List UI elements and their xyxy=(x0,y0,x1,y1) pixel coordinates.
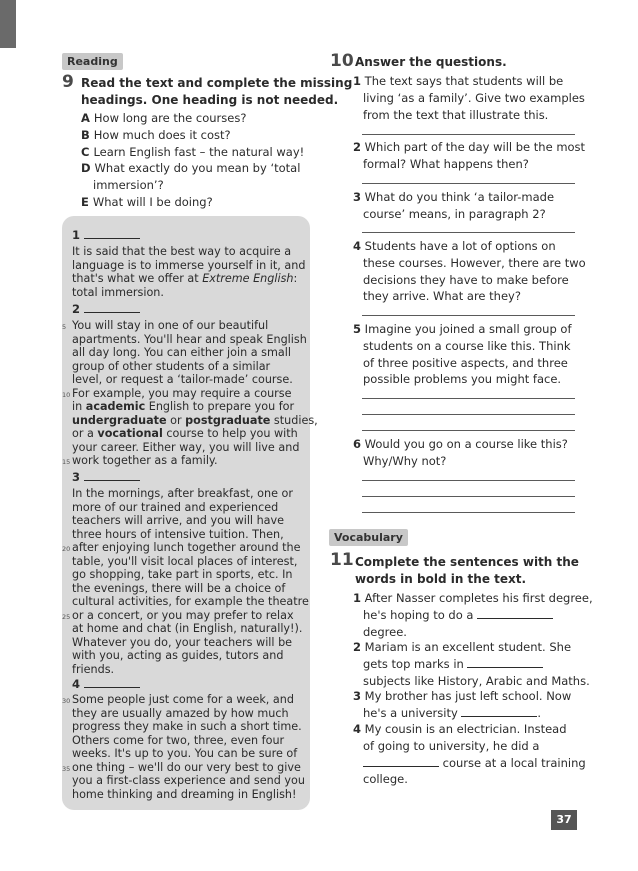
answer-line[interactable] xyxy=(362,512,575,513)
page-number: 37 xyxy=(551,810,577,830)
exercise-10-instructions: Answer the questions. xyxy=(355,55,507,69)
answer-line[interactable] xyxy=(362,134,575,135)
fill-in-blank[interactable] xyxy=(477,608,553,619)
answer-line[interactable] xyxy=(362,414,575,415)
line-number: 5 xyxy=(62,323,67,331)
question-4: 4 Students have a lot of options on these courses. However, there are two decisions they have to make before they arrive. What are they? xyxy=(353,239,586,304)
answer-line[interactable] xyxy=(362,430,575,431)
line-number: 15 xyxy=(62,458,71,466)
answer-line[interactable] xyxy=(362,398,575,399)
exercise-9-instructions: Read the text and complete the missing headings. One heading is not needed. xyxy=(81,76,353,107)
line-number: 10 xyxy=(62,390,71,399)
option-b: B How much does it cost? xyxy=(81,127,231,142)
sentence-4: 4 My cousin is an electrician. Instead of going to university, he did a course at a local training college. xyxy=(353,722,586,787)
paragraph-1: It is said that the best way to acquire a language is to immerse yourself in it, and that's what we offer at Extreme English: total immersion. xyxy=(72,245,306,299)
question-3: 3 What do you think ‘a tailor-made course’ means, in paragraph 2? xyxy=(353,190,555,221)
line-number: 30 xyxy=(62,697,71,705)
answer-line[interactable] xyxy=(362,496,575,497)
heading-answer-line[interactable] xyxy=(84,677,140,688)
option-e: E What will I be doing? xyxy=(81,194,213,209)
answer-line[interactable] xyxy=(362,315,575,316)
question-6: 6 Would you go on a course like this? Why/Why not? xyxy=(353,437,568,468)
heading-blank-4: 4 xyxy=(72,677,140,691)
page-corner-tab xyxy=(0,0,16,48)
question-1: 1 The text says that students will be living ‘as a family’. Give two examples from the text that illustrate this. xyxy=(353,74,585,122)
heading-answer-line[interactable] xyxy=(84,228,140,239)
line-number: 20 xyxy=(62,545,71,553)
option-a: A How long are the courses? xyxy=(81,111,247,125)
sentence-2: 2 Mariam is an excellent student. She gets top marks in subjects like History, Arabic and Maths. xyxy=(353,640,590,688)
paragraph-4: 30 Some people just come for a week, and they are usually amazed by how much progress they make in such a short time. Others come for two, three, even four weeks. It's up to you. You can be sure of 35 one thing – we'll do our very best to give you a first-class experience and send you home thinking and dreaming in English! xyxy=(62,693,305,801)
answer-line[interactable] xyxy=(362,480,575,481)
fill-in-blank[interactable] xyxy=(461,706,537,717)
question-5: 5 Imagine you joined a small group of students on a course like this. Think of three positive aspects, and three possible problems you might face. xyxy=(353,322,572,387)
option-c: C Learn English fast – the natural way! xyxy=(81,144,305,159)
line-number: 25 xyxy=(62,612,71,621)
heading-blank-1: 1 xyxy=(72,228,140,242)
fill-in-blank[interactable] xyxy=(467,657,543,668)
answer-line[interactable] xyxy=(362,232,575,233)
option-d: D What exactly do you mean by ‘total immersion’? xyxy=(81,161,301,193)
reading-section-label: Reading xyxy=(62,53,123,70)
exercise-10-number: 10 xyxy=(330,51,354,71)
heading-blank-2: 2 xyxy=(72,302,140,316)
line-number: 35 xyxy=(62,764,71,773)
heading-blank-3: 3 xyxy=(72,470,140,484)
question-2: 2 Which part of the day will be the most formal? What happens then? xyxy=(353,140,586,171)
exercise-11-instructions: Complete the sentences with the words in bold in the text. xyxy=(355,555,579,586)
heading-options-list xyxy=(81,110,304,211)
heading-answer-line[interactable] xyxy=(84,302,140,313)
sentence-1: 1 After Nasser completes his first degree, he's hoping to do a degree. xyxy=(353,591,593,639)
sentence-3: 3 My brother has just left school. Now he's a university . xyxy=(353,689,572,720)
exercise-9-number: 9 xyxy=(62,72,74,92)
paragraph-2: 5 You will stay in one of our beautiful apartments. You'll hear and speak English all day long. You can either join a small group of other students of a similar level, or request a ‘tailor-made’ course. 10 For example, you may require a course in academic English to prepare you for undergraduate or postgraduate studies, or a vocational course to help you with your career. Either way, you will live and 15 work together as a family. xyxy=(72,319,308,468)
exercise-11-number: 11 xyxy=(330,550,354,570)
paragraph-3: In the mornings, after breakfast, one or more of our trained and experienced teachers will arrive, and you will have three hours of intensive tuition. Then, 20 after enjoying lunch together around the table, you'll visit local places of interest, go shopping, take part in sports, etc. In the evenings, there will be a choice of cultural activities, for example the theatre 25 or a concert, or you may prefer to relax at home and chat (in English, naturally!). Whatever you do, your teachers will be with you, acting as guides, tutors and friends. xyxy=(62,487,309,676)
answer-line[interactable] xyxy=(362,183,575,184)
heading-answer-line[interactable] xyxy=(84,470,140,481)
vocabulary-section-label: Vocabulary xyxy=(329,529,408,546)
fill-in-blank[interactable] xyxy=(363,756,439,767)
